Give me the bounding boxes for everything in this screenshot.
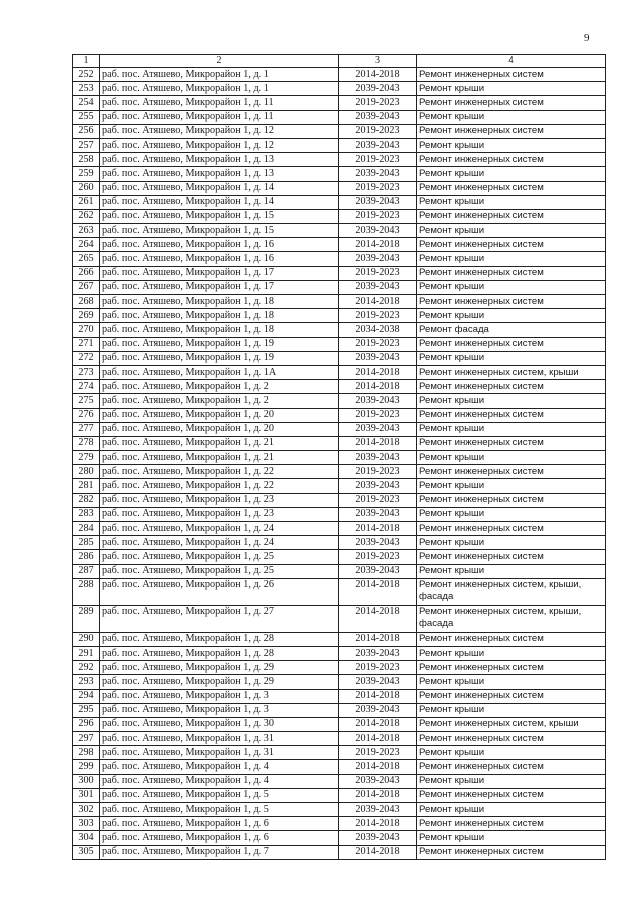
period-cell: 2014-2018: [339, 788, 417, 802]
address-cell: раб. пос. Атяшево, Микрорайон 1, д. 14: [100, 181, 339, 195]
work-type-cell: Ремонт крыши: [417, 675, 606, 689]
table-row: [73, 68, 606, 82]
period-cell: 2039-2043: [339, 167, 417, 181]
address-cell: раб. пос. Атяшево, Микрорайон 1, д. 26: [100, 578, 339, 605]
row-number-cell: 271: [73, 337, 100, 351]
work-type-cell: Ремонт крыши: [417, 195, 606, 209]
address-cell: раб. пос. Атяшево, Микрорайон 1, д. 15: [100, 209, 339, 223]
period-cell: 2014-2018: [339, 68, 417, 82]
row-number-cell: 266: [73, 266, 100, 280]
table-row: [73, 309, 606, 323]
row-number-cell: 287: [73, 564, 100, 578]
table-row: [73, 323, 606, 337]
row-number-cell: 296: [73, 717, 100, 731]
row-number-cell: 291: [73, 646, 100, 660]
table-row: [73, 536, 606, 550]
work-type-cell: Ремонт крыши: [417, 479, 606, 493]
address-cell: раб. пос. Атяшево, Микрорайон 1, д. 4: [100, 760, 339, 774]
table-row: [73, 394, 606, 408]
row-number-cell: 299: [73, 760, 100, 774]
row-number-cell: 257: [73, 138, 100, 152]
address-cell: раб. пос. Атяшево, Микрорайон 1, д. 3: [100, 689, 339, 703]
work-type-cell: Ремонт крыши: [417, 138, 606, 152]
header-col-2: 2: [100, 55, 339, 68]
work-type-cell: Ремонт инженерных систем: [417, 96, 606, 110]
period-cell: 2019-2023: [339, 124, 417, 138]
work-type-cell: Ремонт крыши: [417, 774, 606, 788]
period-cell: 2039-2043: [339, 280, 417, 294]
period-cell: 2039-2043: [339, 252, 417, 266]
work-type-cell: Ремонт инженерных систем: [417, 238, 606, 252]
table-row: [73, 689, 606, 703]
row-number-cell: 282: [73, 493, 100, 507]
address-cell: раб. пос. Атяшево, Микрорайон 1, д. 12: [100, 138, 339, 152]
work-type-cell: Ремонт крыши: [417, 703, 606, 717]
period-cell: 2039-2043: [339, 564, 417, 578]
address-cell: раб. пос. Атяшево, Микрорайон 1, д. 16: [100, 252, 339, 266]
period-cell: 2039-2043: [339, 224, 417, 238]
period-cell: 2014-2018: [339, 365, 417, 379]
address-cell: раб. пос. Атяшево, Микрорайон 1, д. 20: [100, 408, 339, 422]
period-cell: 2034-2038: [339, 323, 417, 337]
row-number-cell: 269: [73, 309, 100, 323]
period-cell: 2039-2043: [339, 110, 417, 124]
address-cell: раб. пос. Атяшево, Микрорайон 1, д. 22: [100, 465, 339, 479]
row-number-cell: 289: [73, 605, 100, 632]
period-cell: 2039-2043: [339, 82, 417, 96]
row-number-cell: 272: [73, 351, 100, 365]
period-cell: 2019-2023: [339, 465, 417, 479]
address-cell: раб. пос. Атяшево, Микрорайон 1, д. 18: [100, 309, 339, 323]
address-cell: раб. пос. Атяшево, Микрорайон 1, д. 12: [100, 124, 339, 138]
work-type-cell: Ремонт крыши: [417, 110, 606, 124]
address-cell: раб. пос. Атяшево, Микрорайон 1, д. 18: [100, 323, 339, 337]
period-cell: 2019-2023: [339, 661, 417, 675]
work-type-cell: Ремонт крыши: [417, 252, 606, 266]
period-cell: 2014-2018: [339, 380, 417, 394]
address-cell: раб. пос. Атяшево, Микрорайон 1, д. 24: [100, 522, 339, 536]
period-cell: 2014-2018: [339, 605, 417, 632]
period-cell: 2039-2043: [339, 422, 417, 436]
row-number-cell: 304: [73, 831, 100, 845]
row-number-cell: 256: [73, 124, 100, 138]
period-cell: 2014-2018: [339, 295, 417, 309]
work-type-cell: Ремонт инженерных систем: [417, 68, 606, 82]
period-cell: 2014-2018: [339, 578, 417, 605]
table-row: [73, 774, 606, 788]
address-cell: раб. пос. Атяшево, Микрорайон 1, д. 31: [100, 732, 339, 746]
address-cell: раб. пос. Атяшево, Микрорайон 1, д. 2: [100, 380, 339, 394]
address-cell: раб. пос. Атяшево, Микрорайон 1, д. 5: [100, 803, 339, 817]
work-type-cell: Ремонт крыши: [417, 309, 606, 323]
row-number-cell: 255: [73, 110, 100, 124]
address-cell: раб. пос. Атяшево, Микрорайон 1, д. 20: [100, 422, 339, 436]
address-cell: раб. пос. Атяшево, Микрорайон 1, д. 11: [100, 110, 339, 124]
work-type-cell: Ремонт инженерных систем: [417, 732, 606, 746]
work-type-cell: Ремонт крыши: [417, 224, 606, 238]
address-cell: раб. пос. Атяшево, Микрорайон 1, д. 6: [100, 831, 339, 845]
work-type-cell: Ремонт инженерных систем: [417, 493, 606, 507]
row-number-cell: 292: [73, 661, 100, 675]
period-cell: 2014-2018: [339, 436, 417, 450]
address-cell: раб. пос. Атяшево, Микрорайон 1, д. 13: [100, 153, 339, 167]
row-number-cell: 253: [73, 82, 100, 96]
row-number-cell: 265: [73, 252, 100, 266]
row-number-cell: 263: [73, 224, 100, 238]
address-cell: раб. пос. Атяшево, Микрорайон 1, д. 22: [100, 479, 339, 493]
table-row: [73, 408, 606, 422]
work-type-cell: Ремонт инженерных систем: [417, 181, 606, 195]
table-row: [73, 717, 606, 731]
row-number-cell: 286: [73, 550, 100, 564]
row-number-cell: 285: [73, 536, 100, 550]
header-col-1: 1: [73, 55, 100, 68]
table-row: [73, 195, 606, 209]
table-row: [73, 746, 606, 760]
work-type-cell: Ремонт инженерных систем: [417, 408, 606, 422]
work-type-cell: Ремонт инженерных систем: [417, 845, 606, 859]
row-number-cell: 305: [73, 845, 100, 859]
table-row: [73, 436, 606, 450]
table-row: [73, 209, 606, 223]
work-type-cell: Ремонт инженерных систем: [417, 380, 606, 394]
address-cell: раб. пос. Атяшево, Микрорайон 1, д. 1: [100, 82, 339, 96]
table-row: [73, 167, 606, 181]
row-number-cell: 259: [73, 167, 100, 181]
row-number-cell: 290: [73, 632, 100, 646]
period-cell: 2019-2023: [339, 153, 417, 167]
table-row: [73, 493, 606, 507]
work-type-cell: Ремонт крыши: [417, 746, 606, 760]
period-cell: 2014-2018: [339, 732, 417, 746]
period-cell: 2014-2018: [339, 760, 417, 774]
table-row: [73, 380, 606, 394]
row-number-cell: 258: [73, 153, 100, 167]
table-row: [73, 703, 606, 717]
header-col-3: 3: [339, 55, 417, 68]
table-row: [73, 295, 606, 309]
table-row: [73, 817, 606, 831]
period-cell: 2039-2043: [339, 195, 417, 209]
table-row: [73, 522, 606, 536]
period-cell: 2019-2023: [339, 181, 417, 195]
work-type-cell: Ремонт инженерных систем: [417, 124, 606, 138]
work-type-cell: Ремонт инженерных систем, крыши, фасада: [417, 578, 606, 605]
row-number-cell: 277: [73, 422, 100, 436]
work-type-cell: Ремонт крыши: [417, 564, 606, 578]
table-row: [73, 646, 606, 660]
table-row: [73, 632, 606, 646]
work-type-cell: Ремонт инженерных систем: [417, 689, 606, 703]
address-cell: раб. пос. Атяшево, Микрорайон 1, д. 5: [100, 788, 339, 802]
row-number-cell: 254: [73, 96, 100, 110]
table-row: [73, 788, 606, 802]
period-cell: 2039-2043: [339, 675, 417, 689]
work-type-cell: Ремонт инженерных систем: [417, 337, 606, 351]
address-cell: раб. пос. Атяшево, Микрорайон 1, д. 21: [100, 451, 339, 465]
address-cell: раб. пос. Атяшево, Микрорайон 1, д. 29: [100, 661, 339, 675]
period-cell: 2039-2043: [339, 831, 417, 845]
period-cell: 2014-2018: [339, 689, 417, 703]
work-type-cell: Ремонт крыши: [417, 451, 606, 465]
address-cell: раб. пос. Атяшево, Микрорайон 1, д. 28: [100, 632, 339, 646]
period-cell: 2014-2018: [339, 845, 417, 859]
address-cell: раб. пос. Атяшево, Микрорайон 1, д. 4: [100, 774, 339, 788]
row-number-cell: 294: [73, 689, 100, 703]
table-row: [73, 96, 606, 110]
work-type-cell: Ремонт крыши: [417, 82, 606, 96]
row-number-cell: 283: [73, 507, 100, 521]
period-cell: 2019-2023: [339, 266, 417, 280]
period-cell: 2019-2023: [339, 408, 417, 422]
address-cell: раб. пос. Атяшево, Микрорайон 1, д. 17: [100, 280, 339, 294]
row-number-cell: 264: [73, 238, 100, 252]
table-body: [73, 55, 606, 860]
address-cell: раб. пос. Атяшево, Микрорайон 1, д. 25: [100, 564, 339, 578]
work-type-cell: Ремонт инженерных систем: [417, 295, 606, 309]
work-type-cell: Ремонт инженерных систем: [417, 817, 606, 831]
table-row: [73, 479, 606, 493]
period-cell: 2019-2023: [339, 550, 417, 564]
work-type-cell: Ремонт инженерных систем, крыши: [417, 717, 606, 731]
work-type-cell: Ремонт крыши: [417, 167, 606, 181]
period-cell: 2039-2043: [339, 774, 417, 788]
work-type-cell: Ремонт крыши: [417, 831, 606, 845]
work-type-cell: Ремонт крыши: [417, 507, 606, 521]
address-cell: раб. пос. Атяшево, Микрорайон 1, д. 1: [100, 68, 339, 82]
work-type-cell: Ремонт инженерных систем: [417, 436, 606, 450]
table-row: [73, 238, 606, 252]
row-number-cell: 295: [73, 703, 100, 717]
row-number-cell: 298: [73, 746, 100, 760]
address-cell: раб. пос. Атяшево, Микрорайон 1, д. 2: [100, 394, 339, 408]
row-number-cell: 279: [73, 451, 100, 465]
address-cell: раб. пос. Атяшево, Микрорайон 1, д. 30: [100, 717, 339, 731]
address-cell: раб. пос. Атяшево, Микрорайон 1, д. 23: [100, 507, 339, 521]
period-cell: 2014-2018: [339, 522, 417, 536]
work-type-cell: Ремонт инженерных систем: [417, 760, 606, 774]
period-cell: 2019-2023: [339, 337, 417, 351]
work-type-cell: Ремонт крыши: [417, 803, 606, 817]
table-row: [73, 507, 606, 521]
row-number-cell: 303: [73, 817, 100, 831]
table-row: [73, 124, 606, 138]
period-cell: 2014-2018: [339, 632, 417, 646]
address-cell: раб. пос. Атяшево, Микрорайон 1, д. 21: [100, 436, 339, 450]
row-number-cell: 284: [73, 522, 100, 536]
address-cell: раб. пос. Атяшево, Микрорайон 1, д. 19: [100, 351, 339, 365]
table-row: [73, 550, 606, 564]
table-row: [73, 280, 606, 294]
period-cell: 2019-2023: [339, 493, 417, 507]
work-type-cell: Ремонт инженерных систем: [417, 661, 606, 675]
period-cell: 2019-2023: [339, 96, 417, 110]
table-row: [73, 138, 606, 152]
table-row: [73, 831, 606, 845]
row-number-cell: 270: [73, 323, 100, 337]
row-number-cell: 293: [73, 675, 100, 689]
work-type-cell: Ремонт крыши: [417, 280, 606, 294]
period-cell: 2019-2023: [339, 209, 417, 223]
row-number-cell: 268: [73, 295, 100, 309]
period-cell: 2019-2023: [339, 309, 417, 323]
row-number-cell: 275: [73, 394, 100, 408]
work-type-cell: Ремонт инженерных систем: [417, 550, 606, 564]
row-number-cell: 252: [73, 68, 100, 82]
work-type-cell: Ремонт инженерных систем: [417, 632, 606, 646]
address-cell: раб. пос. Атяшево, Микрорайон 1, д. 25: [100, 550, 339, 564]
address-cell: раб. пос. Атяшево, Микрорайон 1, д. 28: [100, 646, 339, 660]
row-number-cell: 260: [73, 181, 100, 195]
work-type-cell: Ремонт крыши: [417, 351, 606, 365]
work-type-cell: Ремонт инженерных систем: [417, 153, 606, 167]
table-row: [73, 732, 606, 746]
table-row: [73, 153, 606, 167]
page-number: 9: [584, 32, 590, 44]
address-cell: раб. пос. Атяшево, Микрорайон 1, д. 13: [100, 167, 339, 181]
table-row: [73, 803, 606, 817]
table-row: [73, 845, 606, 859]
address-cell: раб. пос. Атяшево, Микрорайон 1, д. 29: [100, 675, 339, 689]
table-row: [73, 564, 606, 578]
address-cell: раб. пос. Атяшево, Микрорайон 1, д. 11: [100, 96, 339, 110]
header-col-4: 4: [417, 55, 606, 68]
work-type-cell: Ремонт крыши: [417, 536, 606, 550]
period-cell: 2019-2023: [339, 746, 417, 760]
work-type-cell: Ремонт крыши: [417, 646, 606, 660]
table-row: [73, 661, 606, 675]
work-type-cell: Ремонт крыши: [417, 422, 606, 436]
row-number-cell: 262: [73, 209, 100, 223]
work-type-cell: Ремонт инженерных систем, крыши, фасада: [417, 605, 606, 632]
period-cell: 2039-2043: [339, 536, 417, 550]
period-cell: 2039-2043: [339, 507, 417, 521]
period-cell: 2014-2018: [339, 238, 417, 252]
table-row: [73, 675, 606, 689]
table-row: [73, 760, 606, 774]
work-type-cell: Ремонт инженерных систем: [417, 522, 606, 536]
period-cell: 2039-2043: [339, 394, 417, 408]
period-cell: 2039-2043: [339, 479, 417, 493]
table-row: [73, 110, 606, 124]
address-cell: раб. пос. Атяшево, Микрорайон 1, д. 18: [100, 295, 339, 309]
table-row: [73, 605, 606, 632]
period-cell: 2039-2043: [339, 138, 417, 152]
period-cell: 2014-2018: [339, 817, 417, 831]
repair-schedule-table: [72, 54, 606, 860]
table-row: [73, 181, 606, 195]
address-cell: раб. пос. Атяшево, Микрорайон 1, д. 1А: [100, 365, 339, 379]
table-row: [73, 266, 606, 280]
row-number-cell: 261: [73, 195, 100, 209]
work-type-cell: Ремонт инженерных систем: [417, 788, 606, 802]
row-number-cell: 300: [73, 774, 100, 788]
table-row: [73, 451, 606, 465]
row-number-cell: 273: [73, 365, 100, 379]
table-row: [73, 252, 606, 266]
row-number-cell: 274: [73, 380, 100, 394]
address-cell: раб. пос. Атяшево, Микрорайон 1, д. 3: [100, 703, 339, 717]
period-cell: 2039-2043: [339, 803, 417, 817]
table-row: [73, 337, 606, 351]
row-number-cell: 280: [73, 465, 100, 479]
period-cell: 2039-2043: [339, 451, 417, 465]
row-number-cell: 288: [73, 578, 100, 605]
row-number-cell: 281: [73, 479, 100, 493]
work-type-cell: Ремонт фасада: [417, 323, 606, 337]
address-cell: раб. пос. Атяшево, Микрорайон 1, д. 7: [100, 845, 339, 859]
address-cell: раб. пос. Атяшево, Микрорайон 1, д. 14: [100, 195, 339, 209]
table-row: [73, 465, 606, 479]
row-number-cell: 301: [73, 788, 100, 802]
table-row: [73, 351, 606, 365]
row-number-cell: 302: [73, 803, 100, 817]
work-type-cell: Ремонт инженерных систем: [417, 465, 606, 479]
address-cell: раб. пос. Атяшево, Микрорайон 1, д. 19: [100, 337, 339, 351]
table-row: [73, 82, 606, 96]
address-cell: раб. пос. Атяшево, Микрорайон 1, д. 17: [100, 266, 339, 280]
address-cell: раб. пос. Атяшево, Микрорайон 1, д. 31: [100, 746, 339, 760]
table-row: [73, 224, 606, 238]
row-number-cell: 267: [73, 280, 100, 294]
address-cell: раб. пос. Атяшево, Микрорайон 1, д. 24: [100, 536, 339, 550]
table-row: [73, 365, 606, 379]
address-cell: раб. пос. Атяшево, Микрорайон 1, д. 16: [100, 238, 339, 252]
row-number-cell: 297: [73, 732, 100, 746]
work-type-cell: Ремонт инженерных систем: [417, 266, 606, 280]
address-cell: раб. пос. Атяшево, Микрорайон 1, д. 15: [100, 224, 339, 238]
address-cell: раб. пос. Атяшево, Микрорайон 1, д. 27: [100, 605, 339, 632]
period-cell: 2039-2043: [339, 351, 417, 365]
work-type-cell: Ремонт инженерных систем, крыши: [417, 365, 606, 379]
table-header-row: [73, 55, 606, 68]
period-cell: 2014-2018: [339, 717, 417, 731]
row-number-cell: 278: [73, 436, 100, 450]
period-cell: 2039-2043: [339, 703, 417, 717]
address-cell: раб. пос. Атяшево, Микрорайон 1, д. 6: [100, 817, 339, 831]
work-type-cell: Ремонт инженерных систем: [417, 209, 606, 223]
work-type-cell: Ремонт крыши: [417, 394, 606, 408]
address-cell: раб. пос. Атяшево, Микрорайон 1, д. 23: [100, 493, 339, 507]
table-row: [73, 578, 606, 605]
period-cell: 2039-2043: [339, 646, 417, 660]
table-row: [73, 422, 606, 436]
row-number-cell: 276: [73, 408, 100, 422]
